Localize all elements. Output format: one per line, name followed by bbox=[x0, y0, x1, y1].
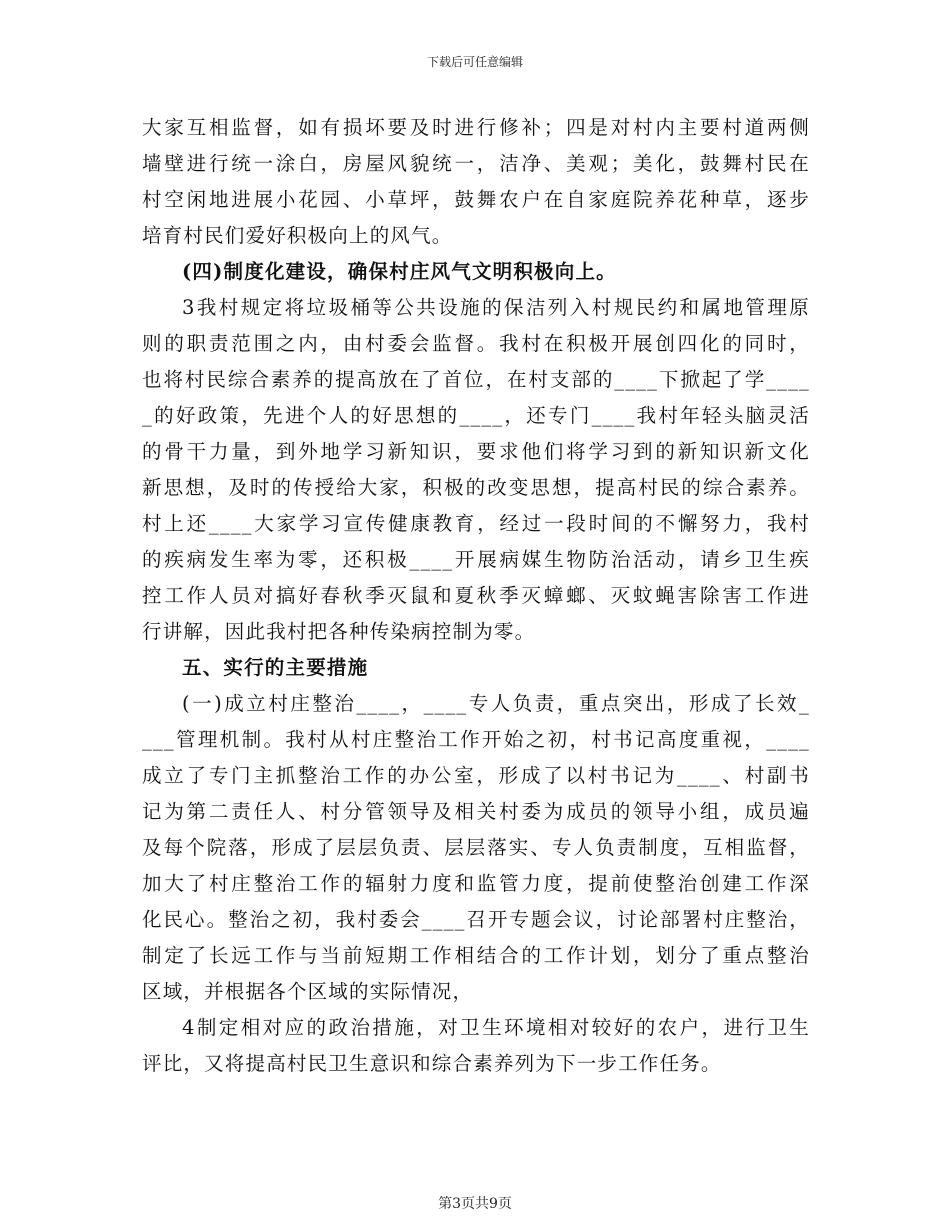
paragraph-line: 及每个院落，形成了层层负责、层层落实、专人负责制度，互相监督， bbox=[142, 836, 810, 859]
paragraph-line: 也将村民综合素养的提高放在了首位，在村支部的____下掀起了学____ bbox=[142, 368, 810, 391]
paragraph-line: _的好政策，先进个人的好思想的____，还专门____我村年轻头脑灵活 bbox=[142, 404, 810, 427]
section-heading: 五、实行的主要措施 bbox=[182, 656, 369, 679]
paragraph-line: 墙壁进行统一涂白，房屋风貌统一，洁净、美观；美化，鼓舞村民在 bbox=[142, 152, 810, 175]
paragraph-line: 大家互相监督，如有损坏要及时进行修补；四是对村内主要村道两侧 bbox=[142, 116, 810, 139]
paragraph-line: 的骨干力量，到外地学习新知识，要求他们将学习到的新知识新文化 bbox=[142, 440, 810, 463]
paragraph-line: 控工作人员对搞好春秋季灭鼠和夏秋季灭蟑螂、灭蚊蝇害除害工作进 bbox=[142, 584, 810, 607]
paragraph-line: 制定了长远工作与当前短期工作相结合的工作计划，划分了重点整治 bbox=[142, 944, 810, 967]
paragraph-line: 培育村民们爱好积极向上的风气。 bbox=[142, 224, 453, 247]
paragraph-line: 记为第二责任人、村分管领导及相关村委为成员的领导小组，成员遍 bbox=[142, 800, 810, 823]
paragraph-line: 新思想，及时的传授给大家，积极的改变思想，提高村民的综合素养。 bbox=[142, 476, 810, 499]
paragraph-first-line: 3我村规定将垃圾桶等公共设施的保洁列入村规民约和属地管理原 bbox=[182, 296, 810, 319]
paragraph-line: 化民心。整治之初，我村委会____召开专题会议，讨论部署村庄整治， bbox=[142, 908, 810, 931]
paragraph-first-line: 4制定相对应的政治措施，对卫生环境相对较好的农户，进行卫生 bbox=[182, 1016, 810, 1039]
paragraph-first-line: (一)成立村庄整治____，____专人负责，重点突出，形成了长效_ bbox=[182, 692, 810, 715]
paragraph-line: 则的职责范围之内，由村委会监督。我村在积极开展创四化的同时， bbox=[142, 332, 810, 355]
section-heading: (四)制度化建设，确保村庄风气文明积极向上。 bbox=[182, 260, 617, 283]
paragraph-line: 区域，并根据各个区域的实际情况， bbox=[142, 980, 474, 1003]
paragraph-line: 村上还____大家学习宣传健康教育，经过一段时间的不懈努力，我村 bbox=[142, 512, 810, 535]
paragraph-line: 评比，又将提高村民卫生意识和综合素养列为下一步工作任务。 bbox=[142, 1052, 722, 1075]
paragraph-line: 的疾病发生率为零，还积极____开展病媒生物防治活动，请乡卫生疾 bbox=[142, 548, 810, 571]
document-body bbox=[142, 110, 810, 1082]
page-header: 下载后可任意编辑 bbox=[426, 55, 523, 69]
paragraph-line: 加大了村庄整治工作的辐射力度和监管力度，提前使整治创建工作深 bbox=[142, 872, 810, 895]
paragraph-line: 成立了专门主抓整治工作的办公室，形成了以村书记为____、村副书 bbox=[142, 764, 810, 787]
page-footer: 第3页共9页 bbox=[438, 1196, 512, 1212]
paragraph-line: 村空闲地进展小花园、小草坪，鼓舞农户在自家庭院养花种草，逐步 bbox=[142, 188, 810, 211]
paragraph-line: ___管理机制。我村从村庄整治工作开始之初，村书记高度重视，____ bbox=[142, 728, 810, 751]
paragraph-line: 行讲解，因此我村把各种传染病控制为零。 bbox=[142, 620, 536, 643]
